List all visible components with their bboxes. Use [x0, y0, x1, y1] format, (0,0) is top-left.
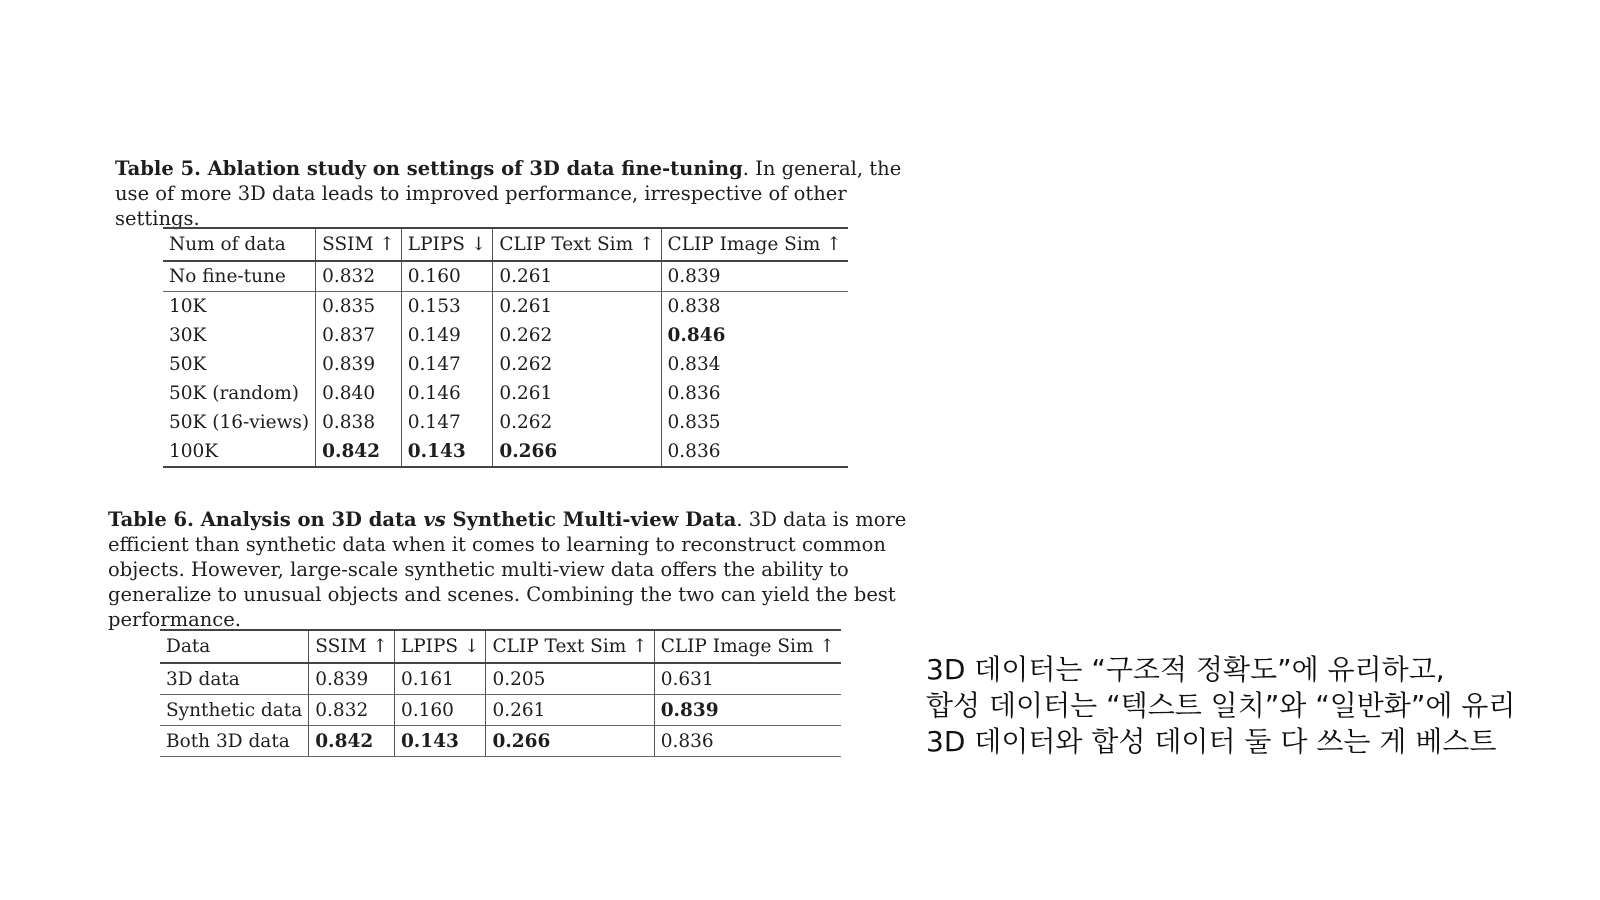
table5-cell: 10K — [169, 296, 207, 317]
table5-row — [163, 408, 848, 437]
table5-cell: 0.261 — [493, 292, 661, 322]
table5-cell: 0.835 — [316, 292, 402, 322]
table5-row — [163, 321, 848, 350]
table6-caption-title-part: Table 6. Analysis on 3D data — [108, 508, 424, 531]
summary-note-line: 3D 데이터는 “구조적 정확도”에 유리하고, — [926, 653, 1445, 686]
table5-cell: 0.262 — [493, 408, 661, 437]
table5-cell-best: 0.266 — [493, 437, 661, 467]
table5-cell: 30K — [169, 325, 207, 346]
table5-header: LPIPS ↓ — [401, 228, 493, 261]
table6-row — [160, 726, 841, 757]
table6-cell: 0.631 — [654, 663, 841, 695]
table5-cell: 0.840 — [316, 379, 402, 408]
table5-cell: 0.160 — [401, 261, 493, 292]
table5-cell: 0.839 — [661, 261, 848, 292]
table6-header-row — [160, 630, 841, 663]
table6-header: SSIM ↑ — [309, 630, 395, 663]
table5-row — [163, 261, 848, 292]
table6-cell: 0.160 — [394, 695, 486, 726]
summary-note-line: 합성 데이터는 “텍스트 일치”와 “일반화”에 유리 — [926, 689, 1516, 722]
table5-row — [163, 350, 848, 379]
table5-cell: 0.261 — [493, 261, 661, 292]
table5-cell: 0.836 — [661, 379, 848, 408]
table5-cell: No fine-tune — [169, 266, 286, 287]
table5-header: CLIP Image Sim ↑ — [661, 228, 848, 261]
table6-caption-title — [108, 508, 736, 531]
table5-header: Num of data — [169, 234, 286, 255]
table6-cell: 0.261 — [486, 695, 654, 726]
table5-cell: 0.838 — [661, 292, 848, 322]
table5-cell: 0.835 — [661, 408, 848, 437]
table5-row — [163, 292, 848, 322]
table5-cell: 0.832 — [316, 261, 402, 292]
table5-cell: 50K (16-views) — [169, 412, 310, 433]
table5-cell: 0.839 — [316, 350, 402, 379]
table6-header: CLIP Image Sim ↑ — [654, 630, 841, 663]
table5 — [163, 227, 848, 468]
table6-header: CLIP Text Sim ↑ — [486, 630, 654, 663]
table6-cell: 3D data — [166, 668, 240, 690]
table5-caption-text: . In general, the use of more 3D data leads to improved performance, irrespective of other settings. — [115, 157, 902, 230]
table5-cell: 0.153 — [401, 292, 493, 322]
table6-cell-best: 0.266 — [486, 726, 654, 757]
table5-cell: 0.147 — [401, 350, 493, 379]
table6-cell: 0.836 — [654, 726, 841, 757]
table6-cell-best: 0.839 — [654, 695, 841, 726]
table5-cell: 100K — [169, 441, 219, 462]
summary-note — [926, 652, 1515, 760]
table5-caption — [115, 156, 905, 231]
table5-cell: 0.836 — [661, 437, 848, 467]
table6-cell: Synthetic data — [166, 699, 303, 721]
table5-cell: 0.146 — [401, 379, 493, 408]
table6-caption — [108, 507, 908, 632]
table6-cell: 0.839 — [309, 663, 395, 695]
table5-header: CLIP Text Sim ↑ — [493, 228, 661, 261]
table6-caption-title-part: Synthetic Multi-view Data — [445, 508, 737, 531]
table6-row — [160, 695, 841, 726]
table6-cell: 0.161 — [394, 663, 486, 695]
table5-cell: 0.149 — [401, 321, 493, 350]
table6-row — [160, 663, 841, 695]
table5-cell-best: 0.842 — [316, 437, 402, 467]
table5-caption-title: Table 5. Ablation study on settings of 3D data fine-tuning — [115, 157, 743, 180]
table6-cell-best: 0.143 — [394, 726, 486, 757]
table5-cell: 0.261 — [493, 379, 661, 408]
table5-cell-best: 0.143 — [401, 437, 493, 467]
summary-note-line: 3D 데이터와 합성 데이터 둘 다 쓰는 게 베스트 — [926, 725, 1497, 758]
table5-cell: 0.834 — [661, 350, 848, 379]
table5-header: SSIM ↑ — [316, 228, 402, 261]
table6-header: Data — [166, 636, 211, 657]
table5-cell: 0.837 — [316, 321, 402, 350]
table5-cell: 0.147 — [401, 408, 493, 437]
table6-cell-best: 0.842 — [309, 726, 395, 757]
table5-row — [163, 379, 848, 408]
table6-caption-text: . 3D data is more efficient than synthetic data when it comes to learning to reconstruct common objects. However, large-scale synthetic multi-view data offers the ability to generalize to unusual objects and scenes. Combining the two can yield the best performance. — [108, 508, 907, 631]
table5-row — [163, 437, 848, 467]
table6-caption-title-vs: vs — [423, 508, 446, 531]
table5-header-row — [163, 228, 848, 261]
table5-cell: 0.262 — [493, 350, 661, 379]
table5-cell: 0.838 — [316, 408, 402, 437]
table6-cell: Both 3D data — [166, 730, 290, 752]
table5-cell: 50K (random) — [169, 383, 299, 404]
table6-cell: 0.832 — [309, 695, 395, 726]
table6 — [160, 629, 841, 757]
table5-cell: 50K — [169, 354, 207, 375]
table5-cell-best: 0.846 — [661, 321, 848, 350]
table6-header: LPIPS ↓ — [394, 630, 486, 663]
table6-cell: 0.205 — [486, 663, 654, 695]
table5-cell: 0.262 — [493, 321, 661, 350]
